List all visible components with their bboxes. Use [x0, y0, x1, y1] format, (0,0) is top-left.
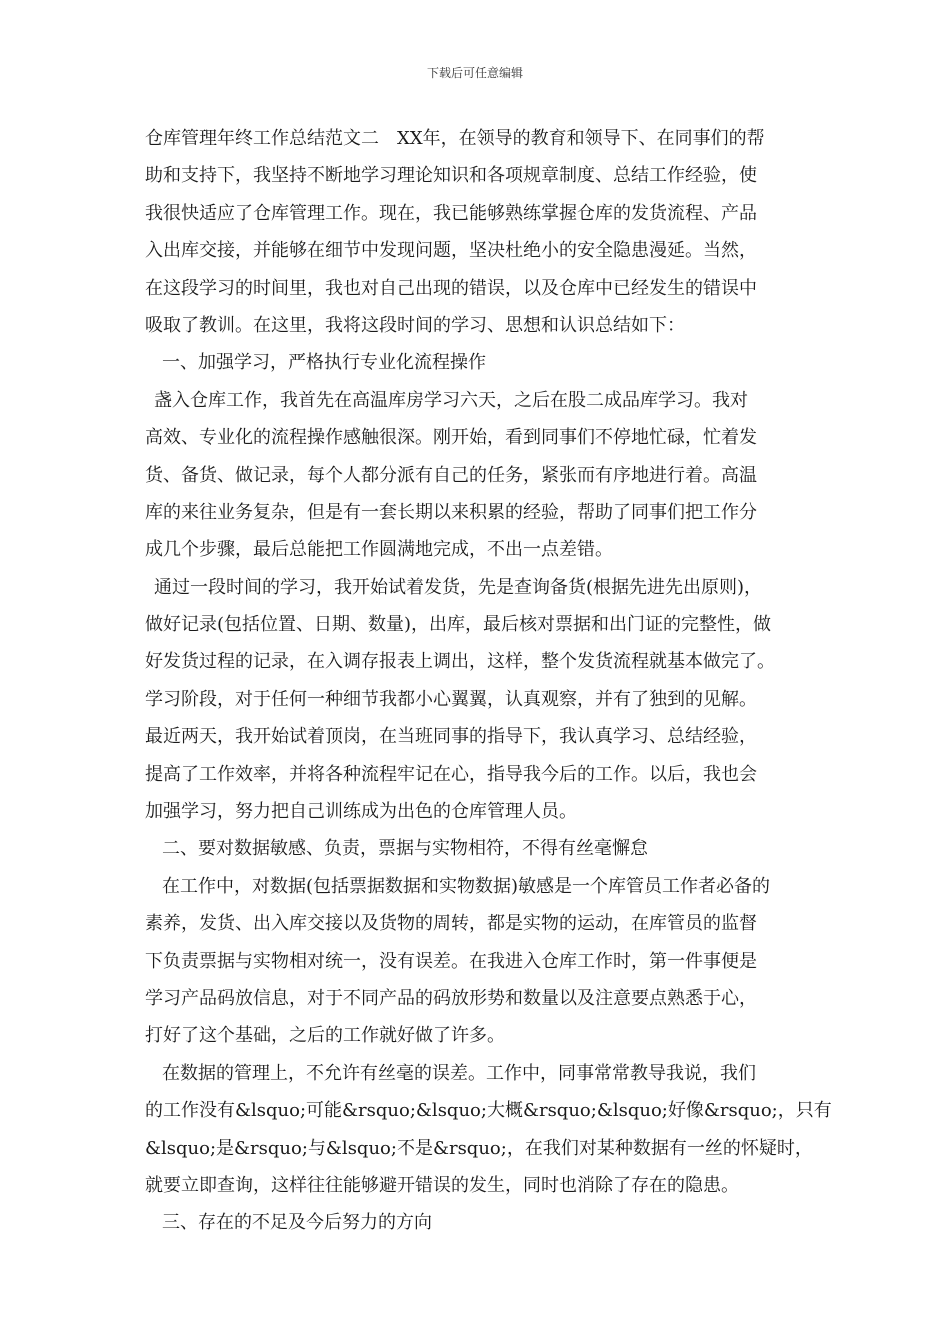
paragraph-line: 最近两天，我开始试着顶岗，在当班同事的指导下，我认真学习、总结经验，	[145, 726, 757, 748]
paragraph-line: &lsquo;是&rsquo;与&lsquo;不是&rsquo;，在我们对某种数据有一丝的怀疑时，	[145, 1137, 813, 1159]
page-header: 下载后可任意编辑	[426, 66, 523, 80]
paragraph-line: 提高了工作效率，并将各种流程牢记在心，指导我今后的工作。以后，我也会	[145, 763, 757, 785]
paragraph-line: 的工作没有&lsquo;可能&rsquo;&lsquo;大概&rsquo;&lsquo;好像&rsquo;，只有	[145, 1100, 832, 1122]
paragraph-line: 通过一段时间的学习，我开始试着发货，先是查询备货(根据先进先出原则)，	[154, 576, 763, 598]
paragraph-line: 助和支持下，我坚持不断地学习理论知识和各项规章制度、总结工作经验，使	[145, 165, 757, 187]
paragraph-line: 仓库管理年终工作总结范文二 XX年，在领导的教育和领导下、在同事们的帮	[145, 128, 765, 149]
paragraph-line: 库的来往业务复杂，但是有一套长期以来积累的经验，帮助了同事们把工作分	[145, 501, 757, 523]
paragraph-line: 我很快适应了仓库管理工作。现在，我已能够熟练掌握仓库的发货流程、产品	[145, 202, 757, 224]
paragraph-line: 打好了这个基础，之后的工作就好做了许多。	[145, 1025, 505, 1047]
paragraph-line: 好发货过程的记录，在入调存报表上调出，这样，整个发货流程就基本做完了。	[145, 651, 775, 673]
section-heading: 二、要对数据敏感、负责，票据与实物相符，不得有丝毫懈怠	[162, 838, 648, 860]
paragraph-line: 成几个步骤，最后总能把工作圆满地完成，不出一点差错。	[145, 539, 613, 561]
section-heading: 三、存在的不足及今后努力的方向	[162, 1212, 432, 1234]
paragraph-line: 在数据的管理上，不允许有丝毫的误差。工作中，同事常常教导我说，我们	[162, 1062, 756, 1084]
paragraph-line: 做好记录(包括位置、日期、数量)，出库，最后核对票据和出门证的完整性，做	[145, 614, 772, 636]
paragraph-line: 货、备货、做记录，每个人都分派有自己的任务，紧张而有序地进行着。高温	[145, 464, 757, 486]
paragraph-line: 加强学习，努力把自己训练成为出色的仓库管理人员。	[145, 801, 577, 823]
paragraph-line: 吸取了教训。在这里，我将这段时间的学习、思想和认识总结如下：	[145, 314, 685, 336]
document-body	[145, 120, 832, 1242]
paragraph-line: 学习产品码放信息，对于不同产品的码放形势和数量以及注意要点熟悉于心，	[145, 987, 757, 1009]
paragraph-line: 入出库交接，并能够在细节中发现问题，坚决杜绝小的安全隐患漫延。当然，	[145, 240, 757, 262]
paragraph-line: 下负责票据与实物相对统一，没有误差。在我进入仓库工作时，第一件事便是	[145, 950, 757, 972]
paragraph-line: 高效、专业化的流程操作感触很深。刚开始，看到同事们不停地忙碌，忙着发	[145, 427, 757, 449]
paragraph-line: 学习阶段，对于任何一种细节我都小心翼翼，认真观察，并有了独到的见解。	[145, 688, 757, 710]
paragraph-line: 就要立即查询，这样往往能够避开错误的发生，同时也消除了存在的隐患。	[145, 1174, 739, 1196]
paragraph-line: 盏入仓库工作，我首先在高温库房学习六天，之后在股二成品库学习。我对	[154, 389, 748, 411]
section-heading: 一、加强学习，严格执行专业化流程操作	[162, 352, 486, 374]
paragraph-line: 在这段学习的时间里，我也对自己出现的错误，以及仓库中已经发生的错误中	[145, 277, 757, 299]
paragraph-line: 在工作中，对数据(包括票据数据和实物数据)敏感是一个库管员工作者必备的	[162, 875, 771, 897]
paragraph-line: 素养，发货、出入库交接以及货物的周转，都是实物的运动，在库管员的监督	[145, 913, 757, 935]
